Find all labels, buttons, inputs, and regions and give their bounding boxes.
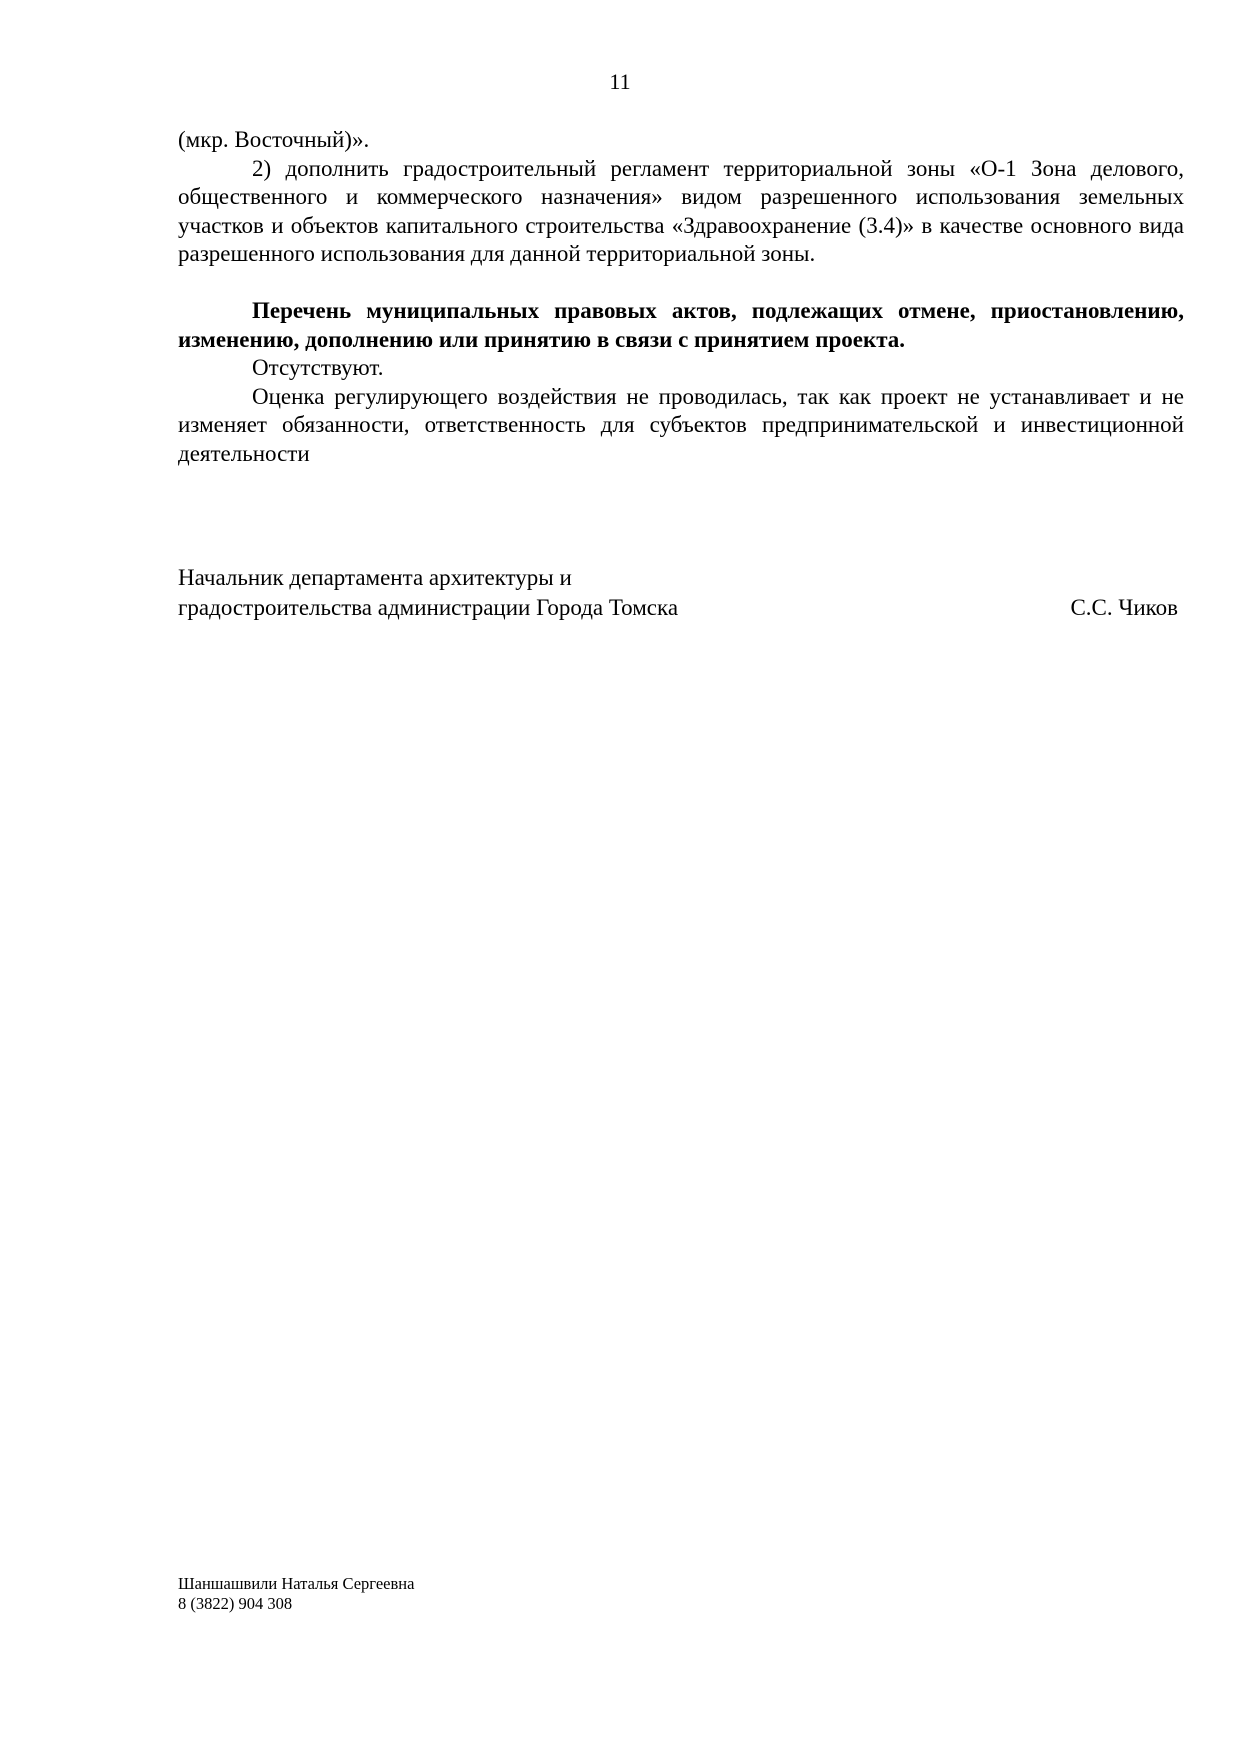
signature-block (178, 563, 1184, 623)
executor-footer (178, 1574, 414, 1614)
signature-title-line-2: градостроительства администрации Города Томска (178, 595, 679, 620)
document-body (178, 126, 1184, 469)
paragraph-assessment: Оценка регулирующего воздействия не проводилась, так как проект не устанавливает и не изменяет обязанности, ответственность для субъектов предпринимательской и инвестиционной деятельности (178, 383, 1184, 466)
signatory-name: С.С. Чиков (1070, 595, 1178, 620)
executor-phone: 8 (3822) 904 308 (178, 1594, 293, 1613)
paragraph-continuation: (мкр. Восточный)». (178, 127, 370, 152)
paragraph-amendment: 2) дополнить градостроительный регламент территориальной зоны «О-1 Зона делового, общественного и коммерческого назначения» видом разрешенного использования земельных участков и объектов капитального строительства «Здравоохранение (3.4)» в качестве основного вида разрешенного использования для данной территориальной зоны. (178, 155, 1184, 267)
section-heading: Перечень муниципальных правовых актов, подлежащих отмене, приостановлению, изменению, дополнению или принятию в связи с принятием проекта. (178, 297, 1184, 352)
signature-title-line-1: Начальник департамента архитектуры и (178, 565, 572, 590)
page-number: 11 (609, 69, 631, 94)
paragraph-absent: Отсутствуют. (252, 355, 384, 381)
executor-name: Шаншашвили Наталья Сергеевна (178, 1574, 415, 1593)
